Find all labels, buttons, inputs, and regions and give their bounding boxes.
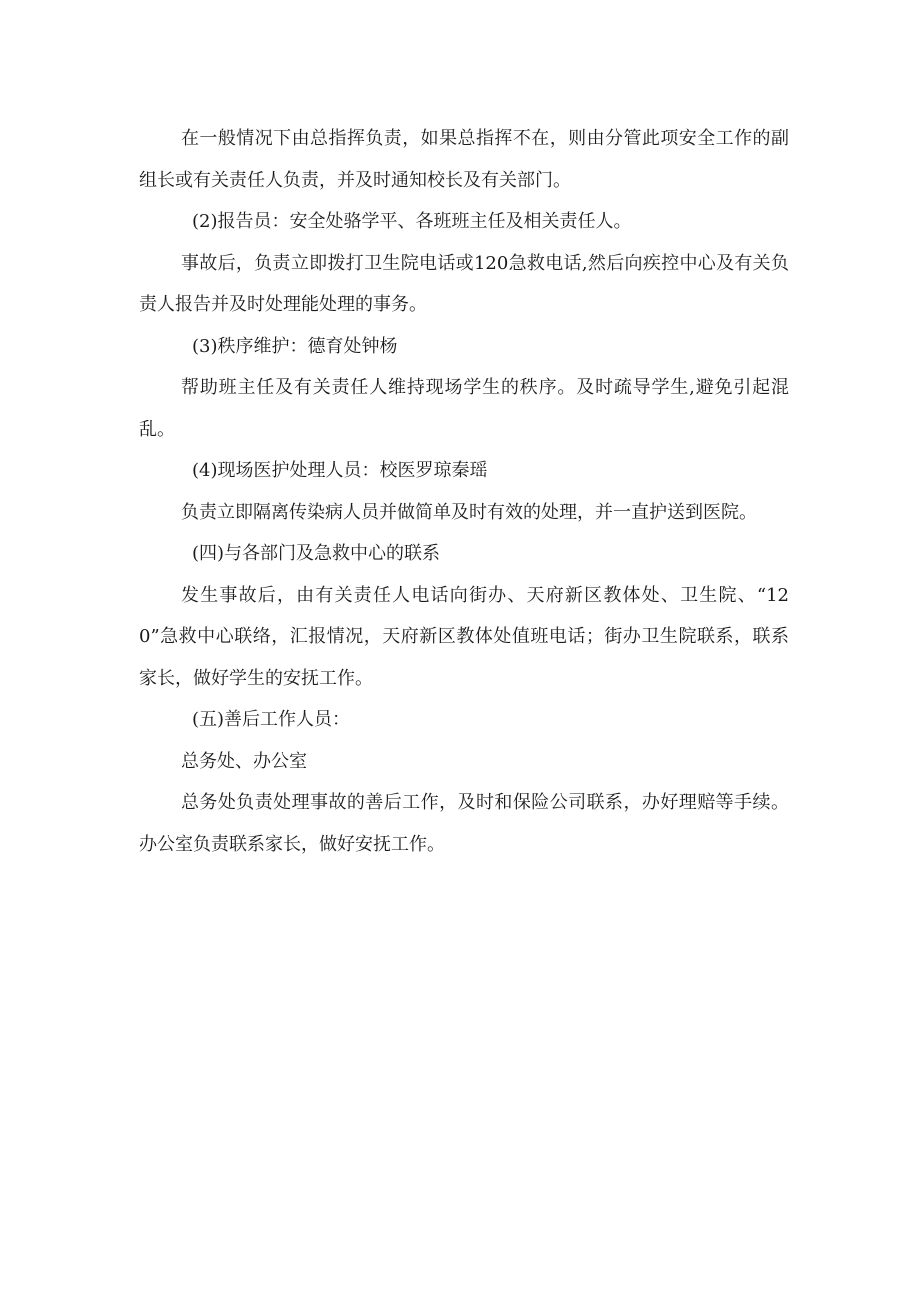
document-body bbox=[139, 118, 789, 865]
paragraph-3: 帮助班主任及有关责任人维持现场学生的秩序。及时疏导学生,避免引起混乱。 bbox=[139, 377, 789, 440]
paragraph-1: 在一般情况下由总指挥负责，如果总指挥不在，则由分管此项安全工作的副组长或有关责任人负责，并及时通知校长及有关部门。 bbox=[139, 128, 789, 191]
section-heading-reporter: (2)报告员：安全处骆学平、各班班主任及相关责任人。 bbox=[192, 211, 632, 232]
section-heading-aftermath: (五)善后工作人员： bbox=[192, 709, 351, 730]
section-heading-contact: (四)与各部门及急救中心的联系 bbox=[192, 543, 441, 564]
paragraph-4: 负责立即隔离传染病人员并做简单及时有效的处理，并一直护送到医院。 bbox=[181, 501, 757, 523]
paragraph-2: 事故后，负责立即拨打卫生院电话或120急救电话,然后向疾控中心及有关负责人报告并及时处理能处理的事务。 bbox=[139, 252, 789, 315]
paragraph-7: 总务处负责处理事故的善后工作，及时和保险公司联系，办好理赔等手续。办公室负责联系家长，做好安抚工作。 bbox=[139, 792, 789, 855]
section-heading-order: (3)秩序维护：德育处钟杨 bbox=[192, 335, 398, 357]
paragraph-6: 总务处、办公室 bbox=[181, 750, 307, 772]
section-heading-medical: (4)现场医护处理人员：校医罗琼秦瑶 bbox=[192, 460, 488, 481]
paragraph-5: 发生事故后，由有关责任人电话向街办、天府新区教体处、卫生院、“120”急救中心联络，汇报情况，天府新区教体处值班电话；街办卫生院联系，联系家长，做好学生的安抚工作。 bbox=[139, 584, 789, 689]
